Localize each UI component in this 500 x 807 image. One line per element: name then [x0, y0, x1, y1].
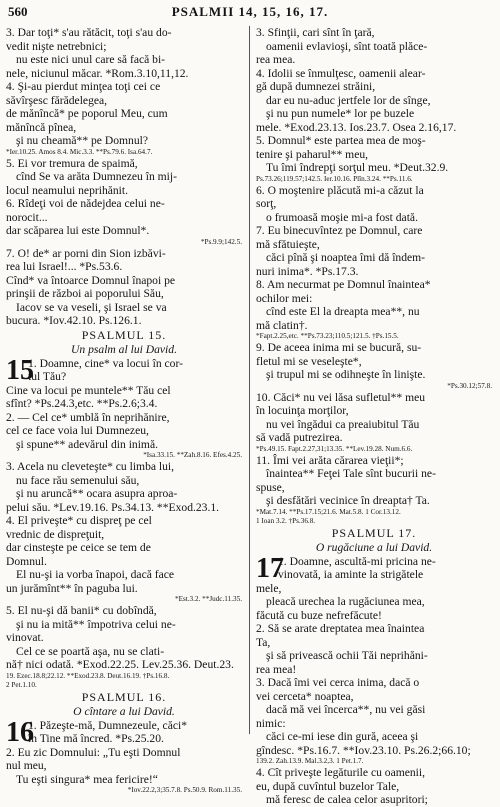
text-line: mă clatin†. — [256, 318, 308, 332]
cross-reference: *Ps.9.9;142.5. — [200, 237, 242, 246]
text-line: 2. Eu zic Domnului: „Tu eşti Domnul — [6, 745, 181, 759]
text-line: sfînt? *Ps.24.3,etc. **Ps.2.6;3.4. — [6, 397, 158, 410]
page-header — [8, 4, 492, 22]
text-line: 2. Să se arate dreptatea mea înaintea — [256, 622, 425, 635]
right-column — [256, 26, 492, 807]
text-line: nele, niciunul măcar. *Rom.3.10,11,12. — [6, 66, 189, 80]
text-line: gă după dumnezei străini, — [256, 80, 376, 93]
text-line: mă feresc de calea celor asupritori; — [266, 793, 428, 806]
text-line: 5. Domnul* este partea mea de moş- — [256, 134, 426, 147]
text-line: 4. Cît priveşte legăturile cu oamenii, — [256, 766, 426, 779]
cross-reference: *Isa.33.15. **Zah.8.16. Efes.4.25. — [143, 451, 242, 459]
text-line: vei cerceta* noaptea, — [256, 689, 354, 703]
text-line: vedit nişte netrebnici; — [6, 39, 107, 53]
psalm-number-dropcap: 16 — [6, 716, 34, 748]
text-line: Cînd* va întoarce Domnul înapoi pe — [6, 273, 176, 287]
text-line: şi să privească ochii Tăi neprihăni- — [266, 649, 428, 662]
cross-reference: Ps.73.26;119.57;142.5. Ier.10.16. Plîn.3.24. **Ps.11.6. — [256, 174, 413, 183]
text-line: ochilor mei: — [256, 291, 313, 305]
text-line: nimic: — [256, 716, 286, 730]
text-line: săvîrşesc fărădelegea, — [6, 93, 108, 107]
text-line: un jurămînt** în paguba lui. — [6, 581, 138, 595]
text-line: 7. O! de* ar porni din Sion izbăvi- — [6, 246, 166, 260]
text-line: 7. Eu binecuvîntez pe Domnul, care — [256, 224, 423, 237]
cross-reference: *Mat.7.14. **Ps.17.15;21.6. Mat.5.8. 1 Cor.13.12. — [256, 507, 401, 516]
cross-reference: 139.2. Zah.13.9. Mal.3.2,3. 1 Pet.1.7. — [256, 757, 364, 765]
text-line: gîndesc. *Ps.16.7. **Iov.23.10. Ps.26.2;66.10; — [256, 743, 471, 757]
text-line: 2. — Cel ce* umblă în neprihănire, — [6, 410, 170, 424]
text-line: 6. Rîdeţi voi de nădejdea celui ne- — [6, 197, 165, 210]
cross-reference: *Ps.49.15. Fapt.2.27,31;13.35. **Lev.19.28. Num.6.6. — [256, 444, 413, 453]
text-line: 4. El priveşte* cu dispreţ pe cel — [6, 514, 152, 527]
text-line: în locuinţa morţilor, — [256, 404, 349, 417]
psalm-opening — [6, 354, 242, 386]
text-line: Domnul. — [6, 554, 47, 568]
text-line: nul meu, — [6, 759, 47, 772]
left-column — [6, 26, 242, 795]
text-line: 1. Doamne, cine* va locui în cor- — [28, 356, 183, 370]
text-line: fletul mi se veseleşte*, — [256, 354, 362, 368]
text-line: vinovat. — [6, 631, 44, 644]
text-line: pleacă urechea la rugăciunea mea, — [266, 595, 425, 608]
text-line: nu este nici unul care să facă bi- — [16, 53, 166, 66]
cross-reference: 19. Ezec.18.8;22.12. **Exod.23.8. Deut.16.19. †Ps.16.8. — [6, 671, 170, 680]
text-line: Ta, — [256, 635, 271, 649]
text-line: dar scăparea lui este Domnul*. — [6, 224, 150, 237]
text-line: vinovată, ia aminte la strigătele — [278, 568, 424, 581]
text-line: nu vei îngădui ca preaiubitul Tău — [266, 417, 420, 431]
text-line: cel ce face voia lui Dumnezeu, — [6, 424, 149, 437]
text-line: şi nu ia mită** împotriva celui ne- — [16, 617, 176, 631]
text-line: şi nu pun numele* lor pe buzele — [266, 107, 415, 120]
psalm-subtitle: O cîntare a lui David. — [73, 704, 175, 718]
text-line: Cine va locui pe muntele** Tău cel — [6, 383, 171, 397]
text-line: rea lui Israel!... *Ps.53.6. — [6, 260, 123, 273]
text-line: şi desfătări vecinice în dreapta† Ta. — [266, 494, 430, 507]
psalm-opening — [256, 552, 492, 584]
psalm-title: PSALMUL 15. — [81, 327, 167, 342]
text-line: Cel ce se poartă aşa, nu se clati- — [16, 644, 165, 658]
text-line: Tu eşti singura* mea fericire!“ — [16, 772, 158, 786]
text-line: 5. El nu-şi dă banii* cu dobîndă, — [6, 604, 157, 617]
psalm-number-dropcap: 17 — [256, 552, 284, 584]
text-line: dar eu nu-aduc jertfele lor de sînge, — [266, 93, 431, 107]
text-line: nuri inima*. *Ps.17.3. — [256, 264, 359, 278]
running-title: PSALMII 14, 15, 16, 17. — [171, 4, 329, 19]
text-line: 3. Acela nu cleveteşte* cu limba lui, — [6, 460, 175, 473]
text-line: mănîncă pînea, — [6, 120, 77, 134]
text-line: şi trupul mi se odihneşte în linişte. — [266, 368, 426, 381]
text-line: locul neamului neprihănit. — [6, 183, 129, 197]
text-line: dar cinsteşte pe ceice se tem de — [6, 541, 151, 554]
psalm-title: PSALMUL 17. — [331, 525, 417, 540]
text-line: vrednic de dispreţuit, — [6, 527, 105, 541]
cross-reference: *Ier.10.25. Amos 8.4. Mic.3.3. **Ps.79.6. Isa.64.7. — [6, 147, 153, 156]
text-line: 3. Dacă îmi vei cerca inima, dacă o — [256, 676, 420, 689]
text-line: făcută cu buze nefrefăcute! — [256, 608, 382, 622]
text-line: şi nu aruncă** ocara asupra aproa- — [16, 487, 178, 500]
text-line: 5. Ei vor tremura de spaimă, — [6, 156, 138, 170]
text-line: nă† nici odată. *Exod.22.25. Lev.25.36. Deut.23. — [6, 658, 234, 671]
text-line: 1. Păzeşte-mă, Dumnezeule, căci* — [28, 718, 188, 732]
text-line: şi nu cheamă** pe Domnul? — [16, 134, 149, 147]
text-line: 3. Sfinţii, cari sînt în ţară, — [256, 26, 375, 39]
text-line: El nu-şi ia vorba înapoi, dacă face — [16, 568, 175, 581]
text-line: 3. Dar toţi* s'au rătăcit, toţi s'au do- — [6, 26, 172, 39]
text-line: mele. *Exod.23.13. Ios.23.7. Osea 2.16,17. — [256, 120, 457, 134]
cross-reference: 2 Pet.1.10. — [6, 680, 37, 689]
psalm-opening — [6, 716, 242, 748]
text-line: căci pînă şi noaptea îmi dă îndem- — [266, 251, 426, 264]
cross-reference: *Ps.30.12;57.8. — [447, 381, 492, 390]
text-line: prinşii de război ai poporului Său, — [6, 287, 164, 300]
text-line: 9. De aceea inima mi se bucură, su- — [256, 341, 422, 354]
text-line: căci ce-mi iese din gură, aceea şi — [266, 730, 419, 743]
text-line: înaintea** Feţei Tale sînt bucurii ne- — [266, 467, 436, 480]
text-line: 10. Căci* nu vei lăsa sufletul** meu — [256, 390, 426, 404]
text-line: tul Tău? — [28, 370, 67, 383]
text-line: 4. Şi-au pierdut minţea toţi cei ce — [6, 80, 161, 93]
text-line: norocit... — [6, 210, 48, 224]
text-line: pelui său. *Lev.19.16. Ps.34.13. **Exod.23.1. — [6, 500, 220, 514]
text-line: spuse, — [256, 480, 285, 494]
text-line: tenire şi paharul** meu, — [256, 147, 369, 161]
text-line: mele, — [256, 581, 282, 595]
text-line: eu, după cuvîntul buzelor Tale, — [256, 779, 400, 793]
text-line: 4. Idolii se înmulţesc, oamenii alear- — [256, 66, 426, 80]
psalm-title: PSALMUL 16. — [81, 689, 167, 704]
text-line: nu face rău semenului său, — [16, 473, 140, 487]
text-line: o frumoasă moşie mi-a fost dată. — [266, 210, 418, 224]
text-line: 6. O moştenire plăcută mi-a căzut la — [256, 183, 424, 197]
text-line: 11. Îmi vei arăta cărarea vieţii*; — [256, 453, 404, 467]
text-line: 1. Doamne, ascultă-mi pricina ne- — [278, 554, 436, 568]
text-line: mă sfătuieşte, — [256, 237, 320, 251]
cross-reference: 1 Ioan 3.2. †Ps.36.8. — [256, 516, 316, 525]
text-line: cînd este El la dreapta mea**, nu — [266, 305, 420, 318]
text-line: sorţ, — [256, 197, 277, 210]
page-number: 560 — [8, 4, 28, 19]
psalm-subtitle: Un psalm al lui David. — [71, 342, 177, 356]
text-line: dacă mă vei încerca**, nu vei găsi — [266, 703, 426, 716]
text-line: rea mea! — [256, 662, 297, 676]
cross-reference: *Est.3.2. **Judc.11.35. — [174, 595, 242, 603]
cross-reference: *Fapt.2.25,etc. **Ps.73.23;110.5;121.5. †Ps.15.5. — [256, 332, 399, 340]
text-line: oamenii evlavioşi, sînt toată plăce- — [266, 39, 428, 53]
text-line: Tu îmi îndrepţi sorţul meu. *Deut.32.9. — [266, 161, 449, 174]
text-line: şi spune** adevărul din inimă. — [16, 437, 158, 451]
psalm-subtitle: O rugăciune a lui David. — [315, 540, 433, 554]
column-divider — [249, 26, 250, 734]
text-line: 8. Am necurmat pe Domnul înaintea* — [256, 278, 431, 291]
cross-reference: *Iov.22.2,3;35.7.8. Ps.50.9. Rom.11.35. — [127, 786, 242, 794]
psalm-number-dropcap: 15 — [6, 354, 34, 386]
text-line: cînd Se va arăta Dumnezeu în mij- — [16, 170, 177, 183]
text-line: bucura. *Iov.42.10. Ps.126.1. — [6, 314, 142, 327]
text-line: Iacov se va veseli, şi Israel se va — [16, 300, 167, 314]
text-line: să vadă putrezirea. — [256, 431, 343, 444]
text-line: rea mea. — [256, 53, 296, 66]
text-line: de mănîncă* pe poporul Meu, cum — [6, 107, 168, 120]
text-line: în Tine mă încred. *Ps.25.20. — [28, 732, 164, 745]
